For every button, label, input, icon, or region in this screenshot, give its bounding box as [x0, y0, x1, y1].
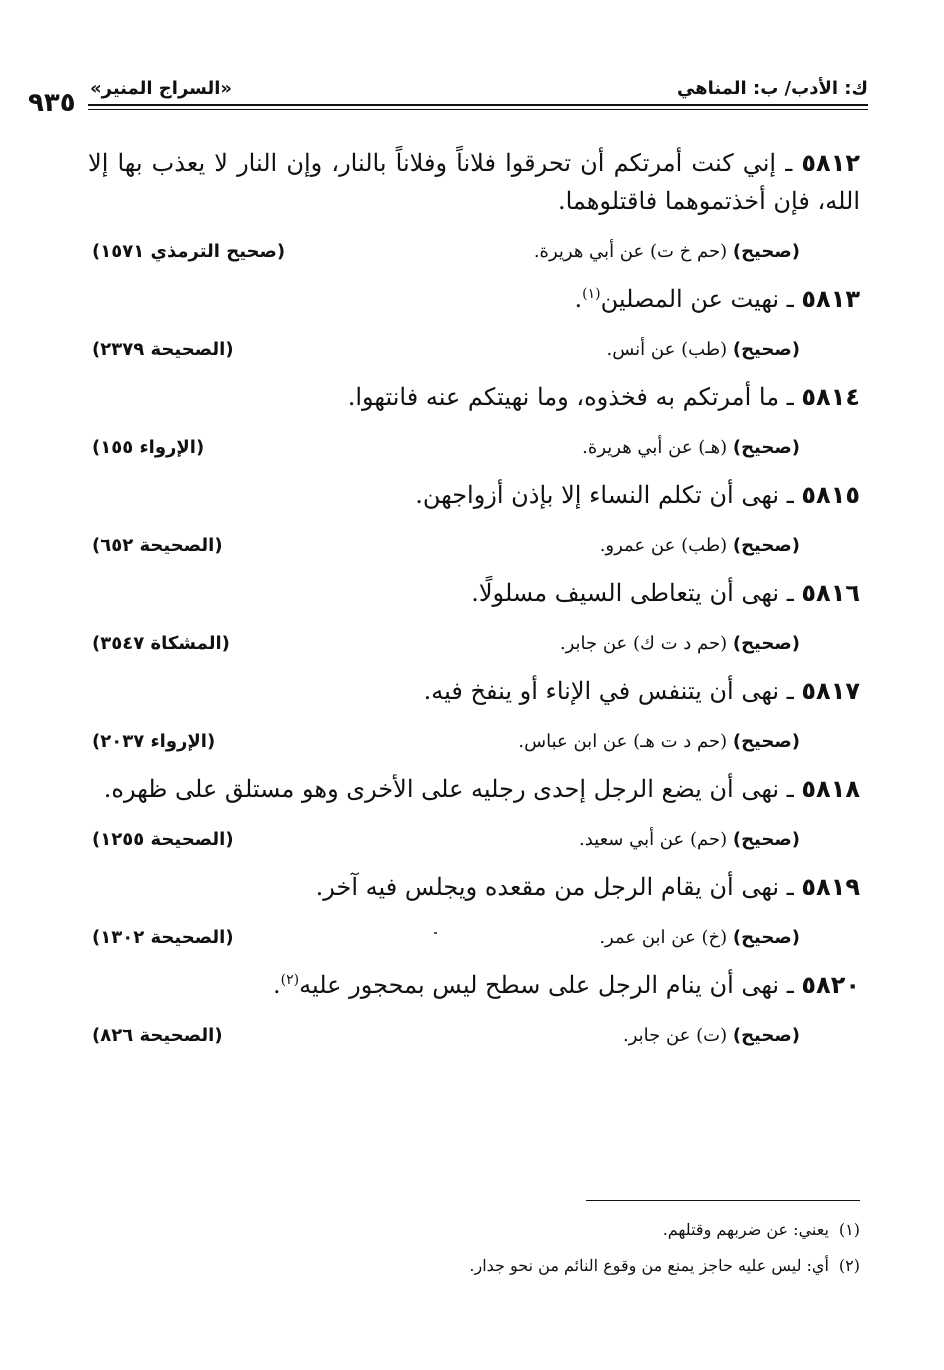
print-speck	[434, 932, 437, 934]
reference-citation: (الإرواء ٢٠٣٧)	[92, 730, 216, 752]
source-line	[88, 1018, 860, 1052]
hadith-number: ٥٨١٤	[801, 383, 860, 411]
hadith-text-block: ٥٨١٤ ـ ما أمرتكم به فخذوه، وما نهيتكم عنه فانتهوا.	[347, 383, 860, 411]
footnote-text: يعني: عن ضربهم وقتلهم.	[662, 1220, 829, 1239]
reference-citation: (الصحيحة ١٣٠٢)	[92, 926, 234, 948]
hadith-number: ٥٨٢٠	[801, 971, 860, 999]
source-text: (طب) عن أنس.	[606, 338, 728, 360]
source-text: (حم د ت هـ) عن ابن عباس.	[518, 730, 728, 752]
hadith-entry	[88, 476, 860, 562]
grade-label: (صحيح)	[732, 828, 800, 850]
source-attribution	[582, 437, 860, 458]
footnote-marker[interactable]: (٢)	[280, 972, 300, 988]
header-rule	[88, 104, 868, 106]
source-line	[88, 822, 860, 856]
hadith-text: إني كنت أمرتكم أن تحرقوا فلاناً وفلاناً بالنار، وإن النار لا يعذب بها إلا الله، فإن أخذتموهما فاقتلوهما.	[88, 149, 860, 215]
hadith-entry	[88, 280, 860, 366]
footnote-number: (٢)	[838, 1256, 860, 1275]
footnote-item	[100, 1248, 860, 1284]
hadith-entry	[88, 378, 860, 464]
source-attribution	[607, 339, 861, 360]
running-header	[28, 74, 868, 124]
grade-label: (صحيح)	[732, 1024, 800, 1046]
source-attribution	[579, 829, 860, 850]
hadith-text-end: .	[574, 285, 583, 313]
reference-citation: (الصحيحة ٨٢٦)	[92, 1024, 223, 1046]
hadith-text: نهى أن يقام الرجل من مقعده ويجلس فيه آخر.	[315, 873, 780, 901]
source-attribution	[599, 927, 860, 948]
hadith-entry	[88, 144, 860, 268]
footnote-number: (١)	[838, 1220, 860, 1239]
hadith-text-block: ٥٨١٨ ـ نهى أن يضع الرجل إحدى رجليه على الأخرى وهو مستلق على ظهره.	[103, 775, 860, 803]
hadith-text-block: ٥٨١٧ ـ نهى أن يتنفس في الإناء أو ينفخ فيه.	[423, 677, 860, 705]
reference-citation: (صحيح الترمذي ١٥٧١)	[92, 240, 286, 262]
hadith-number: ٥٨١٩	[801, 873, 860, 901]
source-line	[88, 626, 860, 660]
source-attribution	[623, 1025, 860, 1046]
hadith-number: ٥٨١٦	[801, 579, 860, 607]
hadith-text-block: ٥٨١٥ ـ نهى أن تكلم النساء إلا بإذن أزواجهن.	[415, 481, 860, 509]
reference-citation: (الصحيحة ٢٣٧٩)	[92, 338, 234, 360]
reference-citation: (المشكاة ٣٥٤٧)	[92, 632, 230, 654]
hadith-text-block: ٥٨١٣ ـ نهيت عن المصلين$^{(١)}$.	[574, 285, 860, 313]
page-number: ٩٣٥	[28, 88, 76, 118]
hadith-text: نهى أن يتعاطى السيف مسلولًا.	[471, 579, 780, 607]
hadith-text: نهى أن ينام الرجل على سطح ليس بمحجور عليه	[299, 971, 780, 999]
reference-citation: (الصحيحة ٦٥٢)	[92, 534, 223, 556]
source-text: (حم د ت ك) عن جابر.	[559, 632, 728, 654]
header-rule-thin	[88, 109, 868, 110]
hadith-text-block: ٥٨١٩ ـ نهى أن يقام الرجل من مقعده ويجلس فيه آخر.	[315, 873, 860, 901]
hadith-text: ما أمرتكم به فخذوه، وما نهيتكم عنه فانتهوا.	[347, 383, 780, 411]
footnote-marker[interactable]: (١)	[582, 286, 601, 302]
hadith-entry	[88, 574, 860, 660]
hadith-text-block: ٥٨١٦ ـ نهى أن يتعاطى السيف مسلولًا.	[471, 579, 860, 607]
hadith-text: نهى أن يتنفس في الإناء أو ينفخ فيه.	[423, 677, 780, 705]
grade-label: (صحيح)	[732, 730, 800, 752]
hadith-entry	[88, 868, 860, 954]
hadith-entry	[88, 770, 860, 856]
source-line	[88, 724, 860, 758]
source-line	[88, 332, 860, 366]
source-text: (ت) عن جابر.	[622, 1024, 728, 1046]
footnote-separator	[586, 1200, 860, 1201]
hadith-text: نهى أن يضع الرجل إحدى رجليه على الأخرى وهو مستلق على ظهره.	[103, 775, 780, 803]
hadith-text-end: .	[272, 971, 281, 999]
source-text: (هـ) عن أبي هريرة.	[582, 436, 728, 458]
source-text: (طب) عن عمرو.	[599, 534, 728, 556]
source-attribution	[600, 535, 860, 556]
hadith-text-block: ٥٨١٢ ـ إني كنت أمرتكم أن تحرقوا فلاناً وفلاناً بالنار، وإن النار لا يعذب بها إلا الله، فإن أخذتموهما فاقتلوهما.	[88, 149, 860, 215]
source-attribution	[534, 241, 860, 262]
footnote-item	[100, 1212, 860, 1248]
source-attribution	[560, 633, 860, 654]
reference-citation: (الصحيحة ١٢٥٥)	[92, 828, 234, 850]
grade-label: (صحيح)	[732, 632, 800, 654]
source-line	[88, 528, 860, 562]
hadith-number: ٥٨١٧	[801, 677, 860, 705]
hadith-number: ٥٨١٨	[801, 775, 860, 803]
hadith-number: ٥٨١٥	[801, 481, 860, 509]
source-line	[88, 920, 860, 954]
grade-label: (صحيح)	[732, 240, 800, 262]
source-line	[88, 234, 860, 268]
footnotes	[100, 1212, 860, 1284]
reference-citation: (الإرواء ١٥٥)	[92, 436, 205, 458]
source-attribution	[518, 731, 860, 752]
hadith-list	[88, 144, 860, 1064]
grade-label: (صحيح)	[732, 338, 800, 360]
hadith-entry	[88, 672, 860, 758]
grade-label: (صحيح)	[732, 926, 800, 948]
source-text: (حم) عن أبي سعيد.	[578, 828, 728, 850]
source-text: (حم خ ت) عن أبي هريرة.	[533, 240, 728, 262]
source-line	[88, 430, 860, 464]
hadith-entry	[88, 966, 860, 1052]
hadith-number: ٥٨١٢	[801, 149, 860, 177]
source-text: (خ) عن ابن عمر.	[599, 926, 728, 948]
grade-label: (صحيح)	[732, 436, 800, 458]
footnote-text: أي: ليس عليه حاجز يمنع من وقوع النائم من نحو جدار.	[469, 1256, 829, 1275]
grade-label: (صحيح)	[732, 534, 800, 556]
hadith-text: نهى أن تكلم النساء إلا بإذن أزواجهن.	[415, 481, 780, 509]
book-title: «السراج المنير»	[90, 78, 233, 99]
chapter-heading: ك: الأدب/ ب: المناهي	[676, 78, 868, 99]
hadith-text: نهيت عن المصلين	[600, 285, 780, 313]
hadith-number: ٥٨١٣	[801, 285, 860, 313]
hadith-text-block: ٥٨٢٠ ـ نهى أن ينام الرجل على سطح ليس بمحجور عليه$^{(٢)}$.	[272, 971, 860, 999]
